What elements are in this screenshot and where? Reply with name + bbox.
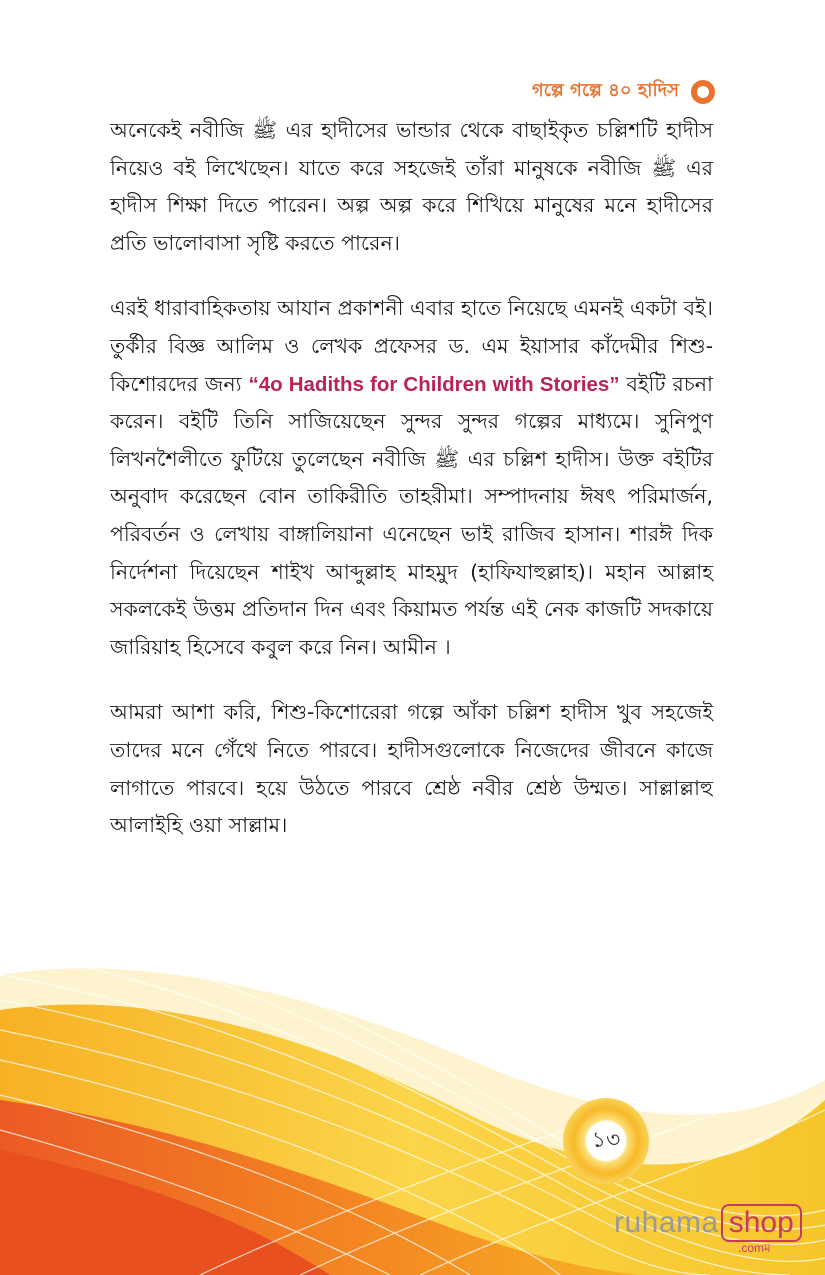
brand-suffix: .comম (738, 1241, 771, 1255)
brand-logo (614, 1204, 802, 1255)
paragraph-2 (110, 290, 713, 666)
paragraph-1: অনেকেই নবীজি ﷺ এর হাদীসের ভান্ডার থেকে বাছাইকৃত চল্লিশটি হাদীস নিয়েও বই লিখেছেন। যাতে করে সহজেই তাঁরা মানুষকে নবীজি ﷺ এর হাদীস শিক্ষা দিতে পারেন। অল্প অল্প করে শিখিয়ে মানুষের মনে হাদীসের প্রতি ভালোবাসা সৃষ্টি করতে পারেন। (110, 118, 713, 255)
paragraph-2-before: এরই ধারাবাহিকতায় আযান প্রকাশনী এবার হাতে নিয়েছে এমনই একটা বই। তুর্কীর বিজ্ঞ আলিম ও লেখক প্রফেসর ড. এম ইয়াসার কাঁদেমীর শিশু-কিশোরদের জন্য (110, 296, 713, 396)
ring-icon (691, 80, 715, 104)
page-body (110, 112, 713, 845)
brand-name-part2: shop (721, 1204, 802, 1242)
book-title-english: “4o Hadiths for Children with Stories” (248, 372, 620, 396)
page-number-badge (563, 1098, 649, 1184)
paragraph-3: আমরা আশা করি, শিশু-কিশোরেরা গল্পে আঁকা চল্লিশ হাদীস খুব সহজেই তাদের মনে গেঁথে নিতে পারবে। হাদীসগুলোকে নিজেদের জীবনে কাজে লাগাতে পারবে। হয়ে উঠতে পারবে শ্রেষ্ঠ নবীর শ্রেষ্ঠ উম্মত। সাল্লাল্লাহু আলাইহি ওয়া সাল্লাম। (110, 700, 713, 838)
book-title: গল্পে গল্পে ৪০ হাদিস (531, 80, 679, 101)
running-header (532, 76, 715, 107)
paragraph-2-after: বইটি রচনা করেন। বইটি তিনি সাজিয়েছেন সুন্দর সুন্দর গল্পের মাধ্যমে। সুনিপুণ লিখনশৈলীতে ফুটিয়ে তুলেছেন নবীজি ﷺ এর চল্লিশ হাদীস। উক্ত বইটির অনুবাদ করেছেন বোন তাকিরীতি তাহরীমা। সম্পাদনায় ঈষৎ পরিমার্জন, পরিবর্তন ও লেখায় বাঙ্গালিয়ানা এনেছেন ভাই রাজিব হাসান। শারঈ দিক নির্দেশনা দিয়েছেন শাইখ আব্দুল্লাহ মাহমুদ (হাফিযাহুল্লাহ)। মহান আল্লাহ সকলকেই উত্তম প্রতিদান দিন এবং কিয়ামত পর্যন্ত এই নেক কাজটি সদকায়ে জারিয়াহ হিসেবে কবুল করে নিন। আমীন । (110, 371, 713, 659)
page-number: ১৩ (591, 1127, 621, 1153)
brand-name-part1: ruhama (614, 1206, 719, 1239)
